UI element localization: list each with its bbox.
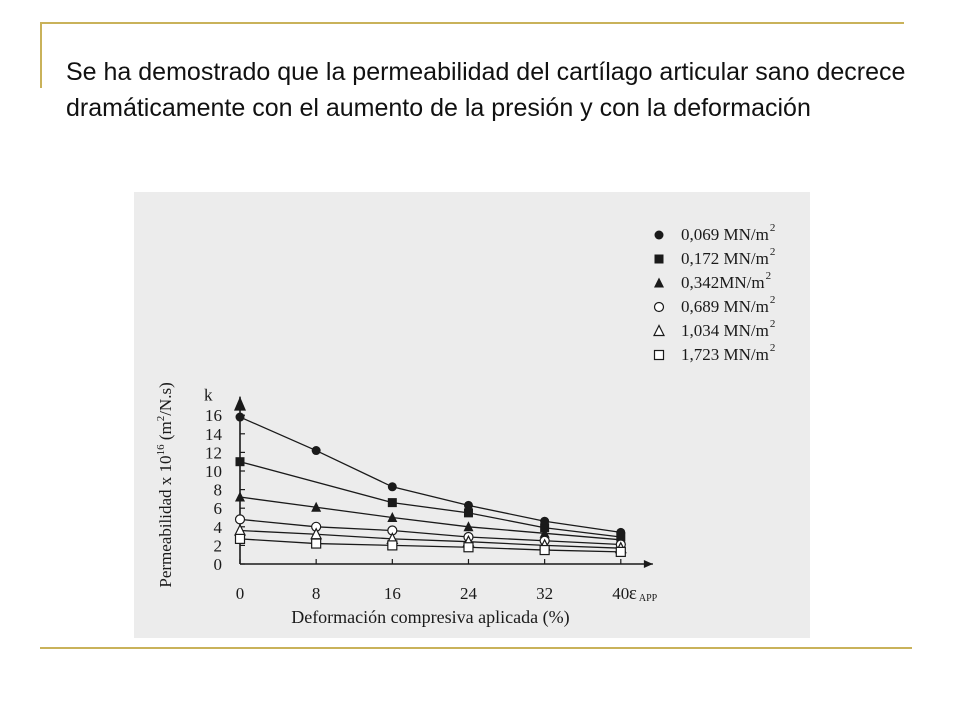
legend-entry-label: 1,034 MN/m	[681, 321, 769, 340]
y-tick-label: 12	[205, 443, 222, 463]
data-point	[235, 492, 245, 502]
data-point	[236, 515, 245, 524]
y-axis-label: Permeabilidad x $10^{16}$ $(m^2/N.s)$	[155, 382, 175, 588]
permeability-chart	[134, 192, 810, 638]
legend-marker	[654, 326, 664, 336]
data-point	[236, 457, 245, 466]
x-tick-label: 8	[311, 584, 321, 603]
data-point	[236, 413, 245, 422]
data-point	[388, 482, 397, 491]
x-tick-label: 40	[612, 584, 630, 603]
top-rule	[40, 22, 904, 24]
data-point	[312, 539, 321, 548]
data-point	[540, 546, 549, 555]
left-rule	[40, 22, 42, 88]
data-point	[236, 534, 245, 543]
chart-series-lines	[240, 417, 621, 552]
x-tick-label: 24	[459, 584, 477, 603]
legend-entry-label: 0,689 MN/m	[681, 297, 769, 316]
legend-entry-exp: 2	[769, 318, 776, 330]
x-axis-symbol-sub: APP	[638, 593, 658, 604]
series-line-1	[240, 417, 621, 532]
legend-entry-exp: 2	[769, 342, 776, 354]
legend-entry-label: 0,342MN/m	[681, 273, 765, 292]
y-tick-label: 4	[213, 517, 222, 537]
legend-entry-label: 0,069 MN/m	[681, 225, 769, 244]
x-tick-label: 0	[235, 584, 245, 603]
y-tick-label: 0	[213, 555, 222, 574]
data-point	[616, 547, 625, 556]
legend-entry-label: 0,172 MN/m	[681, 249, 769, 268]
y-tick-label: 10	[205, 462, 222, 481]
series-line-2	[240, 462, 621, 537]
chart-legend	[654, 222, 775, 364]
data-point	[464, 508, 473, 517]
y-axis-arrow	[234, 397, 246, 411]
data-point	[312, 446, 321, 455]
legend-marker	[655, 351, 664, 360]
chart-ticks	[205, 406, 629, 603]
data-point	[464, 543, 473, 552]
y-tick-label: 16	[205, 406, 222, 426]
x-axis-symbol: ε	[628, 583, 637, 604]
bottom-rule	[40, 647, 912, 649]
legend-marker	[655, 303, 664, 312]
x-axis-label: Deformación compresiva aplicada (%)	[291, 607, 570, 627]
y-tick-label: 14	[205, 424, 222, 444]
legend-marker	[654, 278, 664, 288]
x-axis-arrow	[644, 560, 653, 568]
legend-marker	[655, 231, 664, 240]
chart-figure	[134, 192, 810, 638]
x-tick-label: 16	[383, 584, 401, 603]
y-tick-label: 6	[213, 499, 222, 519]
legend-entry-exp: 2	[769, 222, 776, 234]
legend-entry-exp: 2	[769, 294, 776, 306]
legend-marker	[655, 255, 664, 264]
x-tick-label: 32	[536, 584, 554, 603]
legend-entry-label: 1,723 MN/m	[681, 345, 769, 364]
data-point	[388, 498, 397, 507]
legend-entry-exp: 2	[765, 270, 772, 282]
slide-title: Se ha demostrado que la permeabilidad del cartílago articular sano decrece dramáticamente con el aumento de la presión y con la deformación	[66, 58, 906, 122]
y-axis-symbol: k	[204, 385, 213, 405]
legend-entry-exp: 2	[769, 246, 776, 258]
data-point	[388, 541, 397, 550]
y-tick-label: 8	[213, 480, 222, 500]
y-tick-label: 2	[213, 536, 222, 556]
